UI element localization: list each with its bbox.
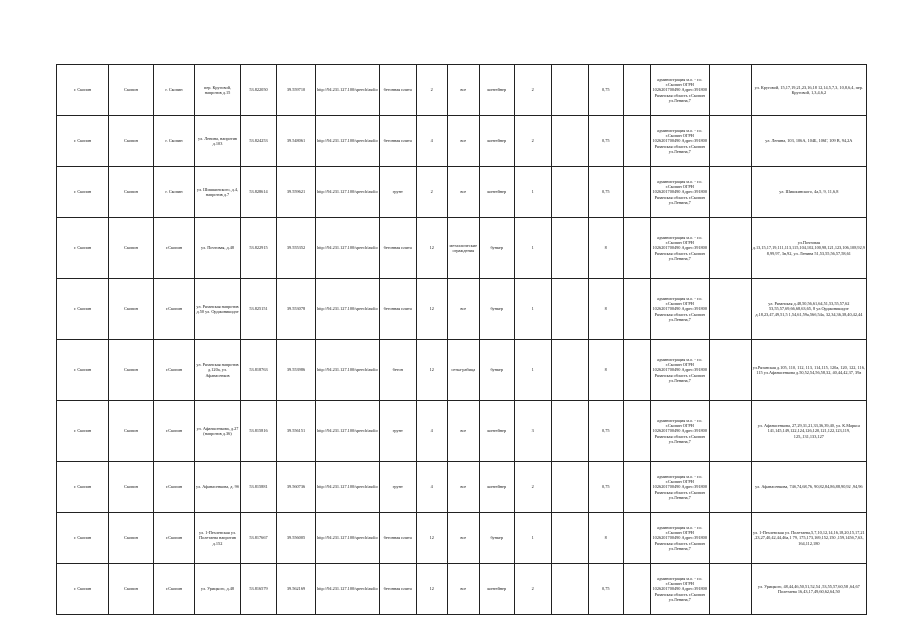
volume-cell: 0,75 (588, 462, 623, 513)
owner-cell: администрация м.о. - г.о. г.Скопин ОГРН 1026201700490 Адрес:391800 Рязанская область г.Скопин ул.Ленина,7 (650, 340, 709, 401)
latitude-cell: 53.815816 (241, 401, 277, 462)
link-cell: http://94.231.127.100/speech/audio (316, 116, 380, 167)
link-cell: http://94.231.127.100/speech/audio (316, 401, 380, 462)
container-type-cell: бункер (479, 279, 514, 340)
latitude-cell: 53.828614 (241, 167, 277, 218)
fence-cell: все (447, 401, 479, 462)
empty-cell (551, 65, 588, 116)
locality-cell: г.Скопин (154, 340, 195, 401)
empty-cell (551, 279, 588, 340)
table-row (57, 65, 867, 116)
city-cell: Скопин (109, 279, 154, 340)
container-count-cell: 2 (514, 116, 551, 167)
served-objects-cell: ул. Ленина, 103, 106А, 104Б, 106Г, 109 В, 94,2А (751, 116, 866, 167)
empty-cell (709, 167, 751, 218)
area-cell: 2 (416, 167, 447, 218)
empty-cell (551, 167, 588, 218)
latitude-cell: 53.815881 (241, 462, 277, 513)
locality-cell: г.Скопин (154, 564, 195, 615)
area-cell: 4 (416, 462, 447, 513)
surface-cell: грунт (379, 462, 416, 513)
area-cell: 2 (416, 65, 447, 116)
container-type-cell: бункер (479, 218, 514, 279)
register-table (56, 64, 867, 615)
locality-cell: г.Скопин (154, 218, 195, 279)
volume-cell: 0,75 (588, 564, 623, 615)
empty-cell (709, 279, 751, 340)
city-cell: Скопин (109, 462, 154, 513)
link-cell: http://94.231.127.100/speech/audio (316, 513, 380, 564)
longitude-cell: 39.548061 (277, 116, 316, 167)
table-row (57, 167, 867, 218)
empty-cell (623, 513, 650, 564)
latitude-cell: 53.822050 (241, 65, 277, 116)
owner-cell: администрация м.о. - г.о. г.Скопин ОГРН 1026201700490 Адрес:391800 Рязанская область г.Скопин ул.Ленина,7 (650, 116, 709, 167)
link-cell: http://94.231.127.100/speech/audio (316, 340, 380, 401)
locality-cell: г.Скопин (154, 279, 195, 340)
locality-cell: г. Скопин (154, 116, 195, 167)
latitude-cell: 53.822915 (241, 218, 277, 279)
empty-cell (551, 462, 588, 513)
locality-cell: г. Скопин (154, 65, 195, 116)
link-cell: http://94.231.127.100/speech/audio (316, 65, 380, 116)
latitude-cell: 53.817667 (241, 513, 277, 564)
address-cell: ул. Ленина, напротив д.103 (195, 116, 241, 167)
volume-cell: 0,75 (588, 65, 623, 116)
volume-cell: 8 (588, 340, 623, 401)
served-objects-cell: ул.Почтовая д.13,15,17,19,111,113,115,104,102,100,98,121,123,106,108,92,9 8,99,97, 3в,92, ул. Ленина 51,53,55,56,57,58,61 (751, 218, 866, 279)
container-count-cell: 1 (514, 340, 551, 401)
table-row (57, 116, 867, 167)
city-cell: Скопин (109, 513, 154, 564)
address-cell: ул. Афанасенкова, д. 9б (195, 462, 241, 513)
volume-cell: 8 (588, 218, 623, 279)
longitude-cell: 39.553986 (277, 340, 316, 401)
empty-cell (551, 401, 588, 462)
address-cell: ул. Урицкого, д.48 (195, 564, 241, 615)
container-count-cell: 2 (514, 564, 551, 615)
address-cell: пер. Круговой, напротив д.15 (195, 65, 241, 116)
table-body (57, 65, 867, 615)
empty-cell (551, 340, 588, 401)
locality-cell: г. Скопин (154, 167, 195, 218)
empty-cell (623, 279, 650, 340)
surface-cell: бетонная плита (379, 116, 416, 167)
link-cell: http://94.231.127.100/speech/audio (316, 218, 380, 279)
address-cell: ул. Рязанская напротив д.120а, ул. Афанасенков (195, 340, 241, 401)
owner-cell: администрация м.о. - г.о. г.Скопин ОГРН 1026201700490 Адрес:391800 Рязанская область г.Скопин ул.Ленина,7 (650, 462, 709, 513)
served-objects-cell: ул. Урицкого, 48,44,46,50,51,52,54 ,53,55,57,60,58 ,64,67 Полетаева 16,43,17,49,60,62,64,50 (751, 564, 866, 615)
locality-cell: г.Скопин (154, 513, 195, 564)
address-cell: ул. Афанасенкова, д.27 (напротив д.36) (195, 401, 241, 462)
longitude-cell: 39.560736 (277, 462, 316, 513)
container-count-cell: 1 (514, 167, 551, 218)
empty-cell (623, 116, 650, 167)
fence-cell: сетка-рабица (447, 340, 479, 401)
longitude-cell: 39.559710 (277, 65, 316, 116)
table-row (57, 401, 867, 462)
empty-cell (623, 167, 650, 218)
table-row (57, 564, 867, 615)
settlement-cell: г. Скопин (57, 564, 109, 615)
owner-cell: администрация м.о. - г.о. г.Скопин ОГРН 1026201700490 Адрес:391800 Рязанская область г.Скопин ул.Ленина,7 (650, 401, 709, 462)
container-type-cell: бункер (479, 513, 514, 564)
settlement-cell: г. Скопин (57, 340, 109, 401)
fence-cell: все (447, 564, 479, 615)
fence-cell: все (447, 116, 479, 167)
empty-cell (623, 401, 650, 462)
fence-cell: все (447, 65, 479, 116)
link-cell: http://94.231.127.100/speech/audio (316, 279, 380, 340)
settlement-cell: г. Скопин (57, 167, 109, 218)
settlement-cell: г. Скопин (57, 218, 109, 279)
link-cell: http://94.231.127.100/speech/audio (316, 167, 380, 218)
container-count-cell: 3 (514, 401, 551, 462)
surface-cell: грунт (379, 401, 416, 462)
empty-cell (623, 564, 650, 615)
empty-cell (709, 340, 751, 401)
table-row (57, 462, 867, 513)
city-cell: Скопин (109, 65, 154, 116)
city-cell: Скопин (109, 401, 154, 462)
container-type-cell: контейнер (479, 564, 514, 615)
longitude-cell: 39.553078 (277, 279, 316, 340)
served-objects-cell: ул.Рязанская д.105, 110, 112, 113, 114,115, 120а, 120, 122, 116, 115 ул.Афанасенкова д.50,52,54,56,58,32, 40,44,42,37, 39а (751, 340, 866, 401)
container-type-cell: контейнер (479, 65, 514, 116)
longitude-cell: 39.556151 (277, 401, 316, 462)
container-count-cell: 2 (514, 65, 551, 116)
settlement-cell: г. Скопин (57, 462, 109, 513)
served-objects-cell: ул. Афанасенкова, 74б,74,68,76, 90,82,84,86,88,90,92 ,94,96 (751, 462, 866, 513)
empty-cell (709, 218, 751, 279)
table-row (57, 513, 867, 564)
empty-cell (709, 564, 751, 615)
city-cell: Скопин (109, 116, 154, 167)
address-cell: ул. Шишкинского, д.4, напротив д.7 (195, 167, 241, 218)
latitude-cell: 53.824253 (241, 116, 277, 167)
longitude-cell: 39.562169 (277, 564, 316, 615)
settlement-cell: г. Скопин (57, 513, 109, 564)
address-cell: ул. Рязанская напротив д.50 ул. Орджоникидзе (195, 279, 241, 340)
container-type-cell: контейнер (479, 116, 514, 167)
surface-cell: бетон (379, 340, 416, 401)
owner-cell: администрация м.о. - г.о. г.Скопин ОГРН 1026201700490 Адрес:391800 Рязанская область г.Скопин ул.Ленина,7 (650, 218, 709, 279)
city-cell: Скопин (109, 340, 154, 401)
empty-cell (709, 65, 751, 116)
surface-cell: грунт (379, 167, 416, 218)
volume-cell: 0,75 (588, 116, 623, 167)
surface-cell: бетонная плита (379, 564, 416, 615)
volume-cell: 8 (588, 279, 623, 340)
served-objects-cell: ул. Афанасенкова, 27,29,31,21,33,36,39,40, ул. К.Маркса 141,145,149,122,124,126,120,121,122,123,119, 125,,131,133,127 (751, 401, 866, 462)
city-cell: Скопин (109, 564, 154, 615)
link-cell: http://94.231.127.100/speech/audio (316, 564, 380, 615)
container-count-cell: 1 (514, 218, 551, 279)
area-cell: 4 (416, 401, 447, 462)
table-row (57, 218, 867, 279)
address-cell: ул. 1-Пехлевская ул. Полетаева напротив д.152 (195, 513, 241, 564)
empty-cell (551, 218, 588, 279)
area-cell: 12 (416, 279, 447, 340)
link-cell: http://94.231.127.100/speech/audio (316, 462, 380, 513)
city-cell: Скопин (109, 218, 154, 279)
fence-cell: все (447, 279, 479, 340)
volume-cell: 0,75 (588, 167, 623, 218)
latitude-cell: 53.816579 (241, 564, 277, 615)
owner-cell: администрация м.о. - г.о. г.Скопин ОГРН 1026201700490 Адрес:391800 Рязанская область г.Скопин ул.Ленина,7 (650, 513, 709, 564)
empty-cell (551, 513, 588, 564)
owner-cell: администрация м.о. - г.о. г.Скопин ОГРН 1026201700490 Адрес:391800 Рязанская область г.Скопин ул.Ленина,7 (650, 65, 709, 116)
latitude-cell: 53.825151 (241, 279, 277, 340)
settlement-cell: г. Скопин (57, 116, 109, 167)
served-objects-cell: ул. 1-Пехлевская ул. Полетаева,5,7,10,12,14,16,18,20,15,17,21 ,23,27,40,42,44,46а,1 79, 175,173,169,152,150 ,159,145б,7,63, 164,112,180 (751, 513, 866, 564)
locality-cell: г.Скопин (154, 401, 195, 462)
surface-cell: бетонная плита (379, 65, 416, 116)
latitude-cell: 53.818763 (241, 340, 277, 401)
empty-cell (709, 513, 751, 564)
longitude-cell: 39.555352 (277, 218, 316, 279)
empty-cell (623, 462, 650, 513)
area-cell: 12 (416, 513, 447, 564)
fence-cell: все (447, 462, 479, 513)
empty-cell (623, 65, 650, 116)
container-count-cell: 1 (514, 513, 551, 564)
area-cell: 12 (416, 564, 447, 615)
empty-cell (551, 564, 588, 615)
city-cell: Скопин (109, 167, 154, 218)
container-type-cell: контейнер (479, 167, 514, 218)
served-objects-cell: ул. Круговой, 15,17,19,21,23,16,18 12,14,5,7,3, 10,8,6,4, пер. Круговой, 1,3,4,6,2 (751, 65, 866, 116)
empty-cell (709, 116, 751, 167)
surface-cell: бетонная плита (379, 218, 416, 279)
owner-cell: администрация м.о. - г.о. г.Скопин ОГРН 1026201700490 Адрес:391800 Рязанская область г.Скопин ул.Ленина,7 (650, 564, 709, 615)
empty-cell (709, 401, 751, 462)
served-objects-cell: ул. Рязанская д.48,50,56,61,64,51,53,55,57,62 53,55,57,69,66,68,63,65, 8 ул.Орджоникидзе д.18,23,47,49,51,5 1,54,61,59а,56б,54а, 32,34,36,38,40,42,44 (751, 279, 866, 340)
container-type-cell: контейнер (479, 401, 514, 462)
container-type-cell: контейнер (479, 462, 514, 513)
area-cell: 12 (416, 218, 447, 279)
volume-cell: 0,75 (588, 401, 623, 462)
empty-cell (709, 462, 751, 513)
longitude-cell: 39.556005 (277, 513, 316, 564)
fence-cell: металлические ограждения (447, 218, 479, 279)
longitude-cell: 39.559621 (277, 167, 316, 218)
area-cell: 12 (416, 340, 447, 401)
empty-cell (623, 340, 650, 401)
served-objects-cell: ул. Шишкинского, 4а,5, 9, 11,6,8 (751, 167, 866, 218)
table-row (57, 279, 867, 340)
owner-cell: администрация м.о. - г.о. г.Скопин ОГРН 1026201700490 Адрес:391800 Рязанская область г.Скопин ул.Ленина,7 (650, 279, 709, 340)
settlement-cell: г. Скопин (57, 65, 109, 116)
container-type-cell: бункер (479, 340, 514, 401)
owner-cell: администрация м.о. - г.о. г.Скопин ОГРН 1026201700490 Адрес:391800 Рязанская область г.Скопин ул.Ленина,7 (650, 167, 709, 218)
surface-cell: бетонная плита (379, 513, 416, 564)
volume-cell: 8 (588, 513, 623, 564)
surface-cell: бетонная плита (379, 279, 416, 340)
table-row (57, 340, 867, 401)
container-count-cell: 1 (514, 279, 551, 340)
locality-cell: г.Скопин (154, 462, 195, 513)
settlement-cell: г. Скопин (57, 401, 109, 462)
address-cell: ул. Почтовая, д.48 (195, 218, 241, 279)
settlement-cell: г. Скопин (57, 279, 109, 340)
area-cell: 4 (416, 116, 447, 167)
empty-cell (623, 218, 650, 279)
fence-cell: все (447, 513, 479, 564)
fence-cell: все (447, 167, 479, 218)
empty-cell (551, 116, 588, 167)
container-count-cell: 2 (514, 462, 551, 513)
